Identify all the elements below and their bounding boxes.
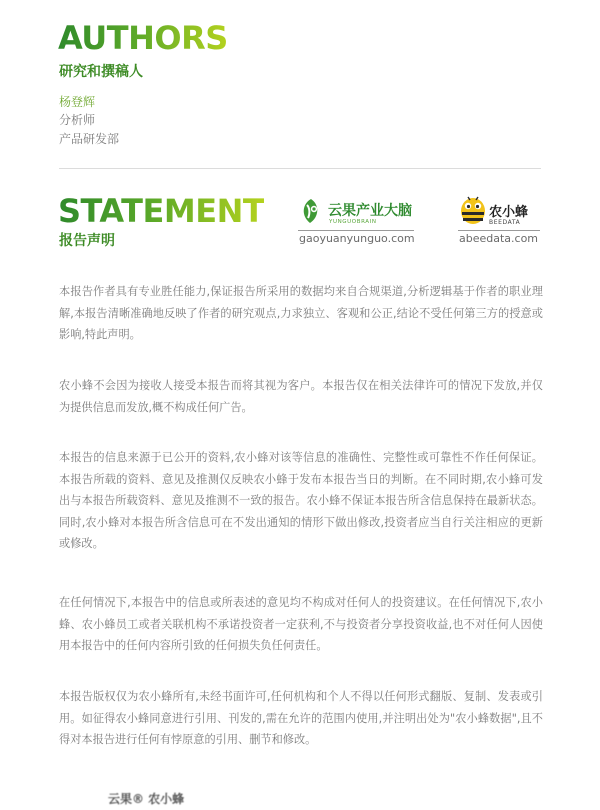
author-name: 杨登辉 <box>59 95 96 109</box>
statement-paragraph: 本报告作者具有专业胜任能力,保证报告所采用的数据均来自合规渠道,分析逻辑基于作者的职业理解,本报告清晰准确地反映了作者的研究观点,力求独立、客观和公正,结论不受任何第三方的授意或影响,特此声明。 <box>59 285 543 341</box>
statement-paragraph: 农小蜂不会因为接收人接受本报告而将其视为客户。本报告仅在相关法律许可的情况下发放,并仅为提供信息而发放,概不构成任何广告。 <box>59 379 543 414</box>
bee-icon <box>458 194 488 226</box>
authors-subtitle: 研究和撰稿人 <box>59 64 143 80</box>
author-role: 分析师 <box>59 113 96 127</box>
statement-subtitle: 报告声明 <box>59 233 115 249</box>
yunguo-logo-name: 云果产业大脑 <box>328 203 412 219</box>
yunguo-logo <box>298 194 418 250</box>
author-department: 产品研发部 <box>59 132 120 146</box>
yunguo-logo-url: gaoyuanyunguo.com <box>299 232 415 245</box>
footer-text: 云果® 农小蜂 <box>108 792 185 806</box>
nongxiaofeng-logo-name: 农小蜂 <box>489 205 529 220</box>
statement-title: STATEMENT <box>58 192 265 230</box>
yunguo-logo-rule <box>298 230 414 231</box>
nongxiaofeng-logo-tagline: BEEDATA <box>489 219 521 226</box>
section-divider <box>59 168 541 169</box>
nongxiaofeng-logo-rule <box>458 230 540 231</box>
statement-paragraph: 本报告版权仅为农小蜂所有,未经书面许可,任何机构和个人不得以任何形式翻版、复制、发表或引用。如征得农小蜂同意进行引用、刊发的,需在允许的范围内使用,并注明出处为"农小蜂数据",且不得对本报告进行任何有悖原意的引用、删节和修改。 <box>59 690 543 746</box>
nongxiaofeng-logo-url: abeedata.com <box>459 232 539 245</box>
nongxiaofeng-logo <box>458 194 542 250</box>
authors-title: AUTHORS <box>58 19 228 57</box>
yunguo-leaf-icon <box>298 196 324 226</box>
statement-paragraph: 在任何情况下,本报告中的信息或所表述的意见均不构成对任何人的投资建议。在任何情况下,农小蜂、农小蜂员工或者关联机构不承诺投资者一定获利,不与投资者分享投资收益,也不对任何人因使用本报告中的任何内容所引致的任何损失负任何责任。 <box>59 596 543 652</box>
yunguo-logo-tagline: YUNGUOBRAIN <box>329 219 377 225</box>
statement-paragraph: 本报告的信息来源于已公开的资料,农小蜂对该等信息的准确性、完整性或可靠性不作任何保证。本报告所载的资料、意见及推测仅反映农小蜂于发布本报告当日的判断。在不同时期,农小蜂可发出与本报告所载资料、意见及推测不一致的报告。农小蜂不保证本报告所含信息保持在最新状态。同时,农小蜂对本报告所含信息可在不发出通知的情形下做出修改,投资者应当自行关注相应的更新或修改。 <box>59 451 543 550</box>
